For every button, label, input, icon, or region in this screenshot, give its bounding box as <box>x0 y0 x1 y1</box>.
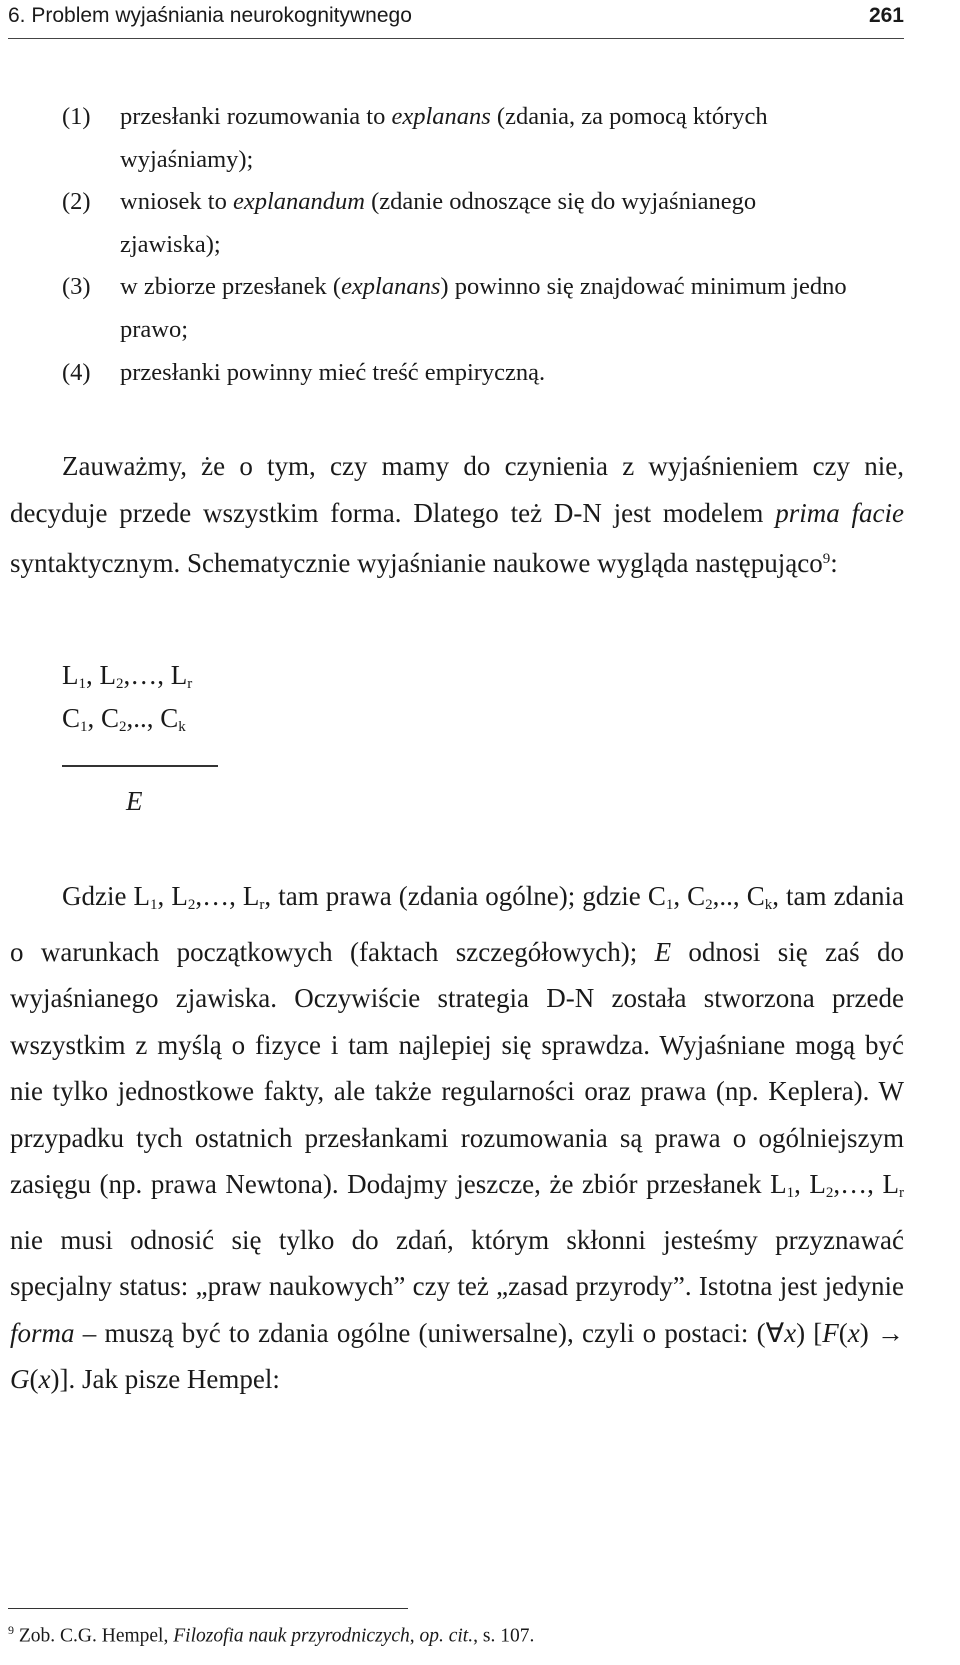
footnote: $^9$ Zob. C.G. Hempel, Filozofia nauk przyrodniczych, op. cit., s. 107. <box>8 1623 535 1647</box>
paragraph-intro: Zauważmy, że o tym, czy mamy do czynienia z wyjaśnieniem czy nie, decyduje przede wszystkim forma. Dlatego też D-N jest modelem prima facie syntaktycznym. Schematycznie wyjaśnianie naukowe wygląda następująco$^9$: <box>10 451 904 578</box>
conditions-row: $C_1$, $C_2$,.., $C_k$ <box>62 703 186 735</box>
list-number: (2) <box>62 188 91 216</box>
list-item: (4) przesłanki powinny mieć treść empiryczną. <box>62 352 852 395</box>
list-item: (3) w zbiorze przesłanek (explanans) powinno się znajdować minimum jedno prawo; <box>62 266 852 351</box>
footnote-separator <box>8 1608 408 1609</box>
laws-row: $L_1$, $L_2,\dots$, $L_r$ <box>62 660 193 692</box>
footnote-ref[interactable]: 9 <box>822 551 831 567</box>
inference-line <box>62 765 218 767</box>
chapter-title: 6. Problem wyjaśniania neurokognitywnego <box>8 4 412 27</box>
list-item: (2) wniosek to explanandum (zdanie odnoszące się do wyjaśnianego zjawiska); <box>62 181 852 266</box>
list-number: (3) <box>62 273 91 301</box>
list-item: (1) przesłanki rozumowania to explanans (zdania, za pomocą których wyjaśniamy); <box>62 96 852 181</box>
list-number: (1) <box>62 103 91 130</box>
premise-list <box>62 96 852 394</box>
page-number: 261 <box>868 4 904 27</box>
footnote-number: 9 <box>8 1623 14 1637</box>
paragraph-explanation: Gdzie $L_1$, $L_2,\dots$, $L_r$, tam prawa (zdania ogólne); gdzie $C_1$, $C_2$,.., $C_k$, tam zdania o warunkach początkowych (faktach szczegółowych); E odnosi się zaś do wyjaśnianego zjawiska. Oczywiście strategia D-N została stworzona przede wszystkim z myślą o fizyce i tam najlepiej się sprawdza. Wyjaśniane mogą być nie tylko jednostkowe fakty, ale także regularności oraz prawa (np. Keplera). W przypadku tych ostatnich przesłankami rozumowania są prawa o ogólniejszym zasięgu (np. prawa Newtona). Dodajmy jeszcze, że zbiór przesłanek $L_1$, $L_2,\dots$, $L_r$ nie musi odnosić się tylko do zdań, którym skłonni jesteśmy przyznawać specjalny status: „praw naukowych” czy też „zasad przyrody”. Istotna jest jedynie forma – muszą być to zdania ogólne (uniwersalne), czyli o postaci: (∀x) [F(x) → G(x)]. Jak pisze Hempel: <box>10 881 905 1394</box>
book-title: Filozofia nauk przyrodniczych <box>173 1625 410 1647</box>
running-header <box>8 0 904 39</box>
list-number: (4) <box>62 358 91 386</box>
explanandum-symbol: E <box>126 786 143 816</box>
